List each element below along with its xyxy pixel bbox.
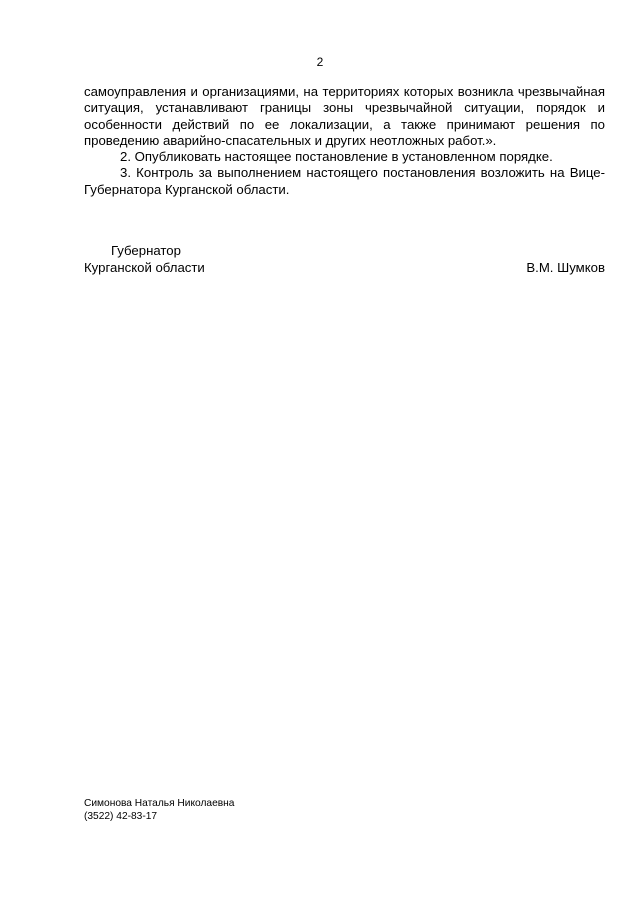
- document-body: [84, 84, 605, 198]
- signer-title-line-1: Губернатор: [111, 243, 181, 258]
- paragraph-continuation: самоуправления и организациями, на территориях которых возникла чрезвычайная ситуация, устанавливают границы зоны чрезвычайной ситуации, порядок и особенности действий по ее локализации, а также принимают решения по проведению аварийно-спасательных и других неотложных работ.».: [84, 84, 605, 148]
- paragraph-item-3: 3. Контроль за выполнением настоящего постановления возложить на Вице-Губернатора Курганской области.: [84, 165, 605, 197]
- executor-name: Симонова Наталья Николаевна: [84, 798, 235, 809]
- paragraph-item-2: 2. Опубликовать настоящее постановление в установленном порядке.: [120, 149, 553, 165]
- signature-row: [84, 260, 605, 277]
- signer-title-line-2: Курганской области: [84, 259, 205, 275]
- page-number: 2: [316, 55, 324, 69]
- executor-info: [84, 797, 234, 823]
- signer-name: В.М. Шумков: [526, 259, 605, 275]
- executor-phone: (3522) 42-83-17: [84, 811, 158, 822]
- signature-block: [84, 243, 605, 276]
